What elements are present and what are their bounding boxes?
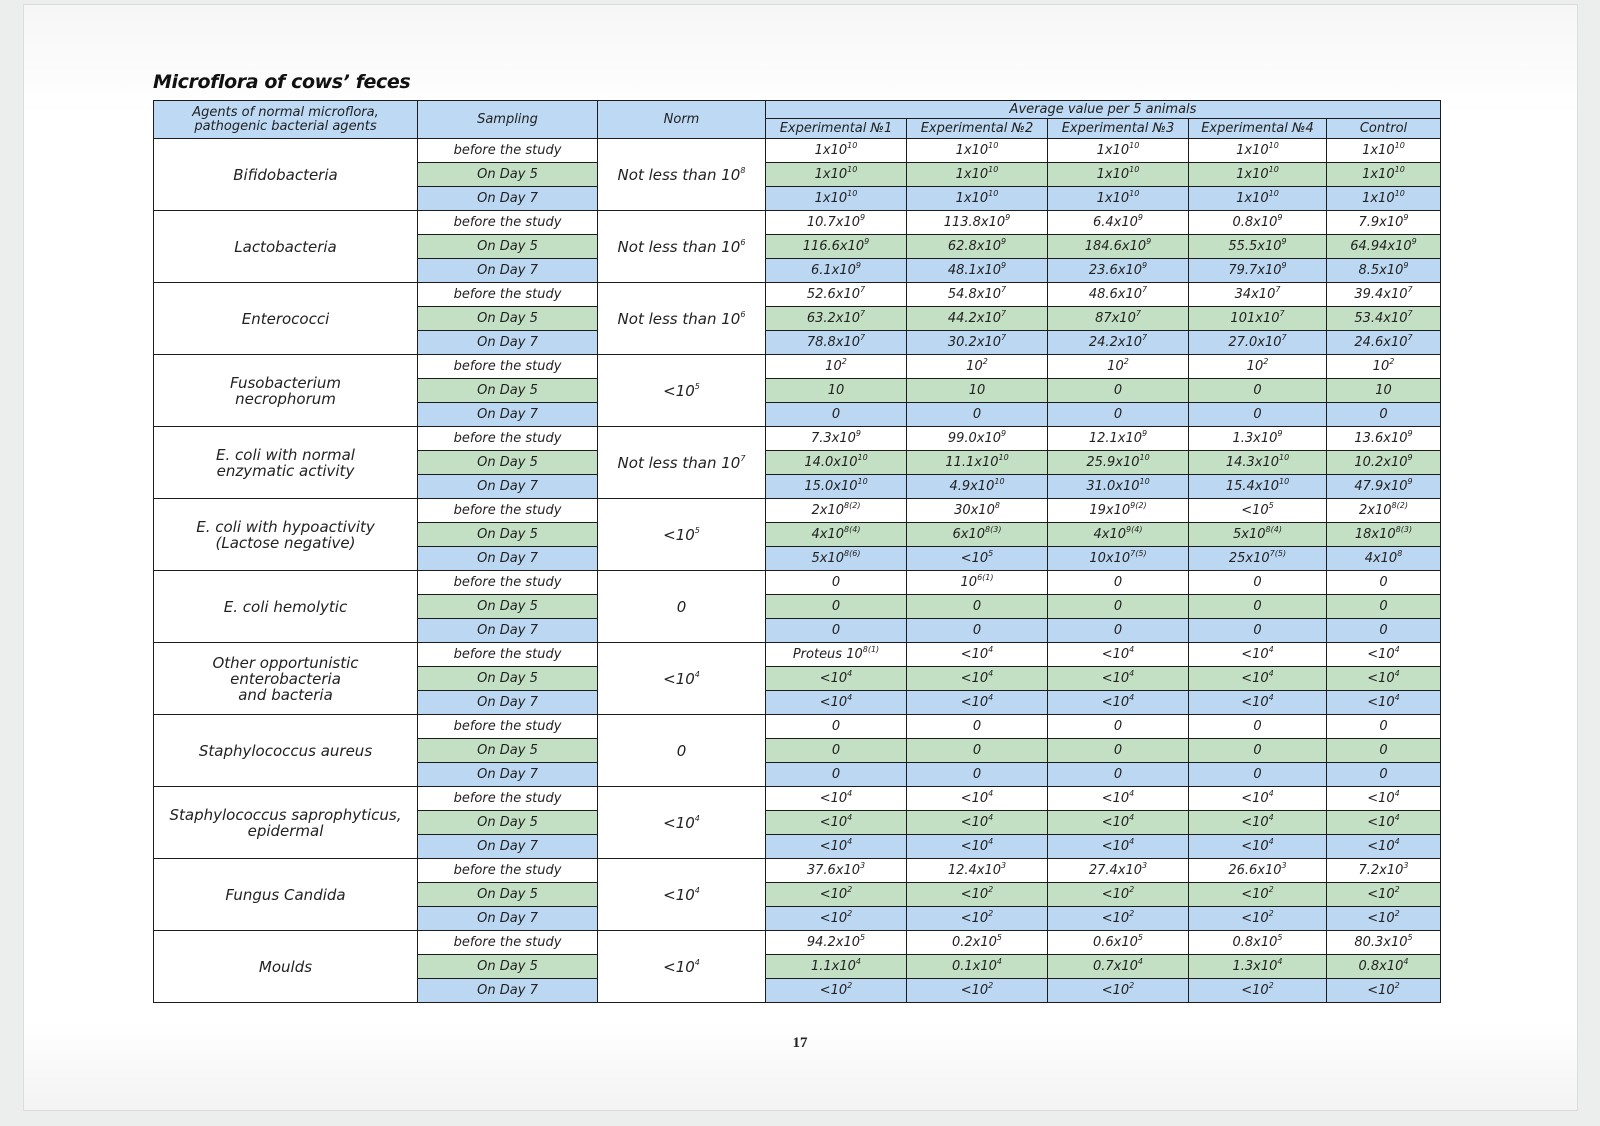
sampling-cell: On Day 5 xyxy=(418,739,598,763)
value-cell: 0 xyxy=(907,763,1048,787)
sampling-cell: On Day 7 xyxy=(418,763,598,787)
norm-cell: Not less than $10^6$ xyxy=(598,211,766,283)
value-cell: $1x10^{10}$ xyxy=(1048,187,1189,211)
value-cell: 10 xyxy=(766,379,907,403)
value-cell: $11.1x10^{10}$ xyxy=(907,451,1048,475)
value-cell: $37.6x10^3$ xyxy=(766,859,907,883)
value-cell: $25.9x10^{10}$ xyxy=(1048,451,1189,475)
value-cell: $<10^4$ xyxy=(1327,787,1441,811)
value-cell: $<10^4$ xyxy=(1189,811,1327,835)
value-cell: $0.8x10^5$ xyxy=(1189,931,1327,955)
agent-name: Staphylococcus aureus xyxy=(154,715,418,787)
sampling-cell: On Day 7 xyxy=(418,331,598,355)
value-cell: 0 xyxy=(907,739,1048,763)
value-cell: $<10^4$ xyxy=(766,835,907,859)
agent-name: Moulds xyxy=(154,931,418,1003)
sampling-cell: On Day 5 xyxy=(418,523,598,547)
value-cell: $39.4x10^7$ xyxy=(1327,283,1441,307)
value-cell: $116.6x10^9$ xyxy=(766,235,907,259)
sampling-cell: On Day 7 xyxy=(418,259,598,283)
value-cell: 0 xyxy=(1048,379,1189,403)
value-cell: $10^2$ xyxy=(1189,355,1327,379)
value-cell: $1x10^{10}$ xyxy=(766,163,907,187)
value-cell: $13.6x10^9$ xyxy=(1327,427,1441,451)
value-cell: $15.4x10^{10}$ xyxy=(1189,475,1327,499)
value-cell: $80.3x10^5$ xyxy=(1327,931,1441,955)
value-cell: $1.3x10^9$ xyxy=(1189,427,1327,451)
value-cell: $<10^4$ xyxy=(1048,691,1189,715)
value-cell: $64.94x10^9$ xyxy=(1327,235,1441,259)
value-cell: $7.2x10^3$ xyxy=(1327,859,1441,883)
value-cell: $63.2x10^7$ xyxy=(766,307,907,331)
value-cell: $<10^2$ xyxy=(1048,883,1189,907)
value-cell: $1x10^{10}$ xyxy=(766,187,907,211)
value-cell: 0 xyxy=(766,715,907,739)
sampling-cell: before the study xyxy=(418,355,598,379)
table-row xyxy=(154,283,1441,307)
value-cell: 10 xyxy=(907,379,1048,403)
sampling-cell: before the study xyxy=(418,427,598,451)
agent-name: Fusobacterium necrophorum xyxy=(154,355,418,427)
value-cell: 0 xyxy=(766,595,907,619)
value-cell: 0 xyxy=(1327,715,1441,739)
value-cell: $7.3x10^9$ xyxy=(766,427,907,451)
agent-name: Bifidobacteria xyxy=(154,139,418,211)
value-cell: $<10^4$ xyxy=(907,787,1048,811)
value-cell: $15.0x10^{10}$ xyxy=(766,475,907,499)
value-cell: $27.4x10^3$ xyxy=(1048,859,1189,883)
value-cell: $<10^2$ xyxy=(766,883,907,907)
value-cell: $79.7x10^9$ xyxy=(1189,259,1327,283)
value-cell: 0 xyxy=(1189,403,1327,427)
value-cell: $0.7x10^4$ xyxy=(1048,955,1189,979)
microflora-table xyxy=(153,100,1441,1003)
norm-cell: $<10^5$ xyxy=(598,355,766,427)
value-cell: $12.4x10^3$ xyxy=(907,859,1048,883)
value-cell: $54.8x10^7$ xyxy=(907,283,1048,307)
value-cell: $30.2x10^7$ xyxy=(907,331,1048,355)
header-group: Control xyxy=(1327,119,1441,139)
norm-cell: Not less than $10^8$ xyxy=(598,139,766,211)
value-cell: 0 xyxy=(1189,715,1327,739)
agent-name: E. coli hemolytic xyxy=(154,571,418,643)
value-cell: 0 xyxy=(766,571,907,595)
table-row xyxy=(154,571,1441,595)
sampling-cell: On Day 5 xyxy=(418,307,598,331)
value-cell: $5x10^{8(6)}$ xyxy=(766,547,907,571)
table-row xyxy=(154,355,1441,379)
sampling-cell: On Day 7 xyxy=(418,835,598,859)
value-cell: $<10^4$ xyxy=(1327,835,1441,859)
value-cell: $1x10^{10}$ xyxy=(1327,187,1441,211)
value-cell: 0 xyxy=(907,403,1048,427)
value-cell: $<10^4$ xyxy=(1327,643,1441,667)
value-cell: $7.9x10^9$ xyxy=(1327,211,1441,235)
value-cell: 0 xyxy=(1189,379,1327,403)
sampling-cell: On Day 5 xyxy=(418,235,598,259)
value-cell: $<10^4$ xyxy=(1048,811,1189,835)
value-cell: $1x10^{10}$ xyxy=(1189,139,1327,163)
value-cell: $18x10^{8(3)}$ xyxy=(1327,523,1441,547)
norm-cell: 0 xyxy=(598,715,766,787)
table-title: Microflora of cows’ feces xyxy=(153,71,411,93)
sampling-cell: before the study xyxy=(418,787,598,811)
sampling-cell: On Day 7 xyxy=(418,547,598,571)
value-cell: $1x10^{10}$ xyxy=(907,139,1048,163)
value-cell: $<10^4$ xyxy=(1048,643,1189,667)
value-cell: $31.0x10^{10}$ xyxy=(1048,475,1189,499)
value-cell: $<10^4$ xyxy=(1048,667,1189,691)
value-cell: 0 xyxy=(907,619,1048,643)
value-cell: $26.6x10^3$ xyxy=(1189,859,1327,883)
value-cell: $<10^5$ xyxy=(907,547,1048,571)
table-row xyxy=(154,499,1441,523)
sampling-cell: before the study xyxy=(418,643,598,667)
value-cell: 0 xyxy=(1048,595,1189,619)
value-cell: $<10^4$ xyxy=(1327,691,1441,715)
value-cell: $53.4x10^7$ xyxy=(1327,307,1441,331)
value-cell: $6.1x10^9$ xyxy=(766,259,907,283)
value-cell: $<10^2$ xyxy=(1048,979,1189,1003)
value-cell: 0 xyxy=(907,595,1048,619)
value-cell: 0 xyxy=(1327,403,1441,427)
value-cell: $<10^4$ xyxy=(907,835,1048,859)
value-cell: $1x10^{10}$ xyxy=(1327,163,1441,187)
norm-cell: Not less than $10^6$ xyxy=(598,283,766,355)
value-cell: $12.1x10^9$ xyxy=(1048,427,1189,451)
sampling-cell: On Day 7 xyxy=(418,979,598,1003)
header-norm: Norm xyxy=(598,101,766,139)
value-cell: 10 xyxy=(1327,379,1441,403)
value-cell: $<10^2$ xyxy=(907,979,1048,1003)
table-row xyxy=(154,931,1441,955)
value-cell: $<10^4$ xyxy=(1189,835,1327,859)
value-cell: $184.6x10^9$ xyxy=(1048,235,1189,259)
value-cell: $0.8x10^9$ xyxy=(1189,211,1327,235)
value-cell: $1.1x10^4$ xyxy=(766,955,907,979)
value-cell: $<10^4$ xyxy=(1189,787,1327,811)
agent-name: Other opportunistic enterobacteria and bacteria xyxy=(154,643,418,715)
sampling-cell: On Day 7 xyxy=(418,691,598,715)
value-cell: $10^2$ xyxy=(907,355,1048,379)
value-cell: $24.2x10^7$ xyxy=(1048,331,1189,355)
value-cell: $<10^4$ xyxy=(907,811,1048,835)
value-cell: $48.1x10^9$ xyxy=(907,259,1048,283)
sampling-cell: On Day 5 xyxy=(418,955,598,979)
value-cell: $<10^4$ xyxy=(766,811,907,835)
norm-cell: $<10^4$ xyxy=(598,787,766,859)
sampling-cell: before the study xyxy=(418,211,598,235)
table-row xyxy=(154,211,1441,235)
value-cell: $99.0x10^9$ xyxy=(907,427,1048,451)
table-body xyxy=(154,139,1441,1003)
value-cell: $<10^4$ xyxy=(1048,835,1189,859)
value-cell: $<10^4$ xyxy=(1327,667,1441,691)
value-cell: $0.2x10^5$ xyxy=(907,931,1048,955)
sampling-cell: On Day 5 xyxy=(418,883,598,907)
sampling-cell: On Day 5 xyxy=(418,595,598,619)
value-cell: 0 xyxy=(766,739,907,763)
value-cell: 0 xyxy=(1048,571,1189,595)
header-group: Experimental №2 xyxy=(907,119,1048,139)
norm-cell: Not less than $10^7$ xyxy=(598,427,766,499)
value-cell: $10x10^{7(5)}$ xyxy=(1048,547,1189,571)
value-cell: $48.6x10^7$ xyxy=(1048,283,1189,307)
value-cell: $<10^4$ xyxy=(1189,667,1327,691)
value-cell: $<10^5$ xyxy=(1189,499,1327,523)
value-cell: $8.5x10^9$ xyxy=(1327,259,1441,283)
value-cell: $62.8x10^9$ xyxy=(907,235,1048,259)
value-cell: $25x10^{7(5)}$ xyxy=(1189,547,1327,571)
header-group: Experimental №1 xyxy=(766,119,907,139)
value-cell: $30x10^8$ xyxy=(907,499,1048,523)
value-cell: $1.3x10^4$ xyxy=(1189,955,1327,979)
sampling-cell: before the study xyxy=(418,931,598,955)
norm-cell: $<10^4$ xyxy=(598,859,766,931)
table-row xyxy=(154,787,1441,811)
value-cell: $4x10^{9(4)}$ xyxy=(1048,523,1189,547)
value-cell: $10^2$ xyxy=(766,355,907,379)
value-cell: 0 xyxy=(1048,763,1189,787)
header-group: Experimental №4 xyxy=(1189,119,1327,139)
value-cell: $19x10^{9(2)}$ xyxy=(1048,499,1189,523)
value-cell: $<10^4$ xyxy=(907,691,1048,715)
value-cell: $4x10^{8(4)}$ xyxy=(766,523,907,547)
value-cell: $<10^4$ xyxy=(907,643,1048,667)
norm-cell: $<10^4$ xyxy=(598,643,766,715)
value-cell: 0 xyxy=(1189,763,1327,787)
value-cell: 0 xyxy=(1048,739,1189,763)
value-cell: $10.7x10^9$ xyxy=(766,211,907,235)
table-row xyxy=(154,643,1441,667)
value-cell: $1x10^{10}$ xyxy=(1327,139,1441,163)
value-cell: $47.9x10^9$ xyxy=(1327,475,1441,499)
value-cell: $<10^2$ xyxy=(766,907,907,931)
value-cell: $<10^2$ xyxy=(1189,907,1327,931)
value-cell: $2x10^{8(2)}$ xyxy=(766,499,907,523)
value-cell: $5x10^{8(4)}$ xyxy=(1189,523,1327,547)
table-row xyxy=(154,139,1441,163)
value-cell: $<10^2$ xyxy=(1327,883,1441,907)
value-cell: $1x10^{10}$ xyxy=(907,187,1048,211)
value-cell: $<10^4$ xyxy=(1189,643,1327,667)
value-cell: 0 xyxy=(766,763,907,787)
sampling-cell: On Day 7 xyxy=(418,403,598,427)
value-cell: $34x10^7$ xyxy=(1189,283,1327,307)
page-number: 17 xyxy=(792,1035,808,1051)
sampling-cell: before the study xyxy=(418,283,598,307)
value-cell: $78.8x10^7$ xyxy=(766,331,907,355)
value-cell: $14.3x10^{10}$ xyxy=(1189,451,1327,475)
sampling-cell: On Day 7 xyxy=(418,475,598,499)
value-cell: 0 xyxy=(1327,739,1441,763)
value-cell: 0 xyxy=(1189,571,1327,595)
value-cell: $6.4x10^9$ xyxy=(1048,211,1189,235)
header-group: Experimental №3 xyxy=(1048,119,1189,139)
value-cell: $0.1x10^4$ xyxy=(907,955,1048,979)
value-cell: $<10^4$ xyxy=(766,691,907,715)
value-cell: $1x10^{10}$ xyxy=(1189,163,1327,187)
value-cell: 0 xyxy=(1048,403,1189,427)
value-cell: $<10^4$ xyxy=(1048,787,1189,811)
value-cell: $52.6x10^7$ xyxy=(766,283,907,307)
header-sampling: Sampling xyxy=(418,101,598,139)
sampling-cell: before the study xyxy=(418,715,598,739)
value-cell: Proteus $10^{8(1)}$ xyxy=(766,643,907,667)
value-cell: 0 xyxy=(1189,739,1327,763)
value-cell: $87x10^7$ xyxy=(1048,307,1189,331)
value-cell: 0 xyxy=(1327,619,1441,643)
sampling-cell: On Day 7 xyxy=(418,187,598,211)
value-cell: $10.2x10^9$ xyxy=(1327,451,1441,475)
sampling-cell: before the study xyxy=(418,859,598,883)
value-cell: $44.2x10^7$ xyxy=(907,307,1048,331)
sampling-cell: On Day 5 xyxy=(418,163,598,187)
sampling-cell: On Day 5 xyxy=(418,667,598,691)
value-cell: 0 xyxy=(1048,619,1189,643)
value-cell: $4.9x10^{10}$ xyxy=(907,475,1048,499)
value-cell: $<10^2$ xyxy=(907,883,1048,907)
norm-cell: $<10^4$ xyxy=(598,931,766,1003)
value-cell: 0 xyxy=(1189,619,1327,643)
value-cell: $<10^4$ xyxy=(1327,811,1441,835)
agent-name: E. coli with hypoactivity (Lactose negative) xyxy=(154,499,418,571)
value-cell: $<10^2$ xyxy=(1189,979,1327,1003)
value-cell: $<10^2$ xyxy=(1189,883,1327,907)
agent-name: Lactobacteria xyxy=(154,211,418,283)
value-cell: $27.0x10^7$ xyxy=(1189,331,1327,355)
value-cell: $6x10^{8(3)}$ xyxy=(907,523,1048,547)
value-cell: $10^2$ xyxy=(1327,355,1441,379)
agent-name: E. coli with normal enzymatic activity xyxy=(154,427,418,499)
value-cell: $<10^4$ xyxy=(766,667,907,691)
value-cell: $<10^4$ xyxy=(907,667,1048,691)
value-cell: $<10^4$ xyxy=(1189,691,1327,715)
header-average: Average value per 5 animals xyxy=(766,101,1441,119)
value-cell: 0 xyxy=(1327,595,1441,619)
sampling-cell: On Day 5 xyxy=(418,811,598,835)
header-agents: Agents of normal microflora, pathogenic bacterial agents xyxy=(154,101,418,139)
value-cell: $0.8x10^4$ xyxy=(1327,955,1441,979)
value-cell: $0.6x10^5$ xyxy=(1048,931,1189,955)
value-cell: $14.0x10^{10}$ xyxy=(766,451,907,475)
table-row xyxy=(154,715,1441,739)
value-cell: $<10^2$ xyxy=(1327,979,1441,1003)
agent-name: Staphylococcus saprophyticus, epidermal xyxy=(154,787,418,859)
value-cell: $<10^2$ xyxy=(766,979,907,1003)
value-cell: $10^{6(1)}$ xyxy=(907,571,1048,595)
value-cell: $<10^2$ xyxy=(907,907,1048,931)
value-cell: $2x10^{8(2)}$ xyxy=(1327,499,1441,523)
value-cell: $1x10^{10}$ xyxy=(1048,139,1189,163)
table-row xyxy=(154,427,1441,451)
value-cell: 0 xyxy=(766,619,907,643)
value-cell: $94.2x10^5$ xyxy=(766,931,907,955)
sampling-cell: before the study xyxy=(418,499,598,523)
value-cell: 0 xyxy=(766,403,907,427)
value-cell: $4x10^8$ xyxy=(1327,547,1441,571)
sampling-cell: On Day 7 xyxy=(418,619,598,643)
value-cell: $23.6x10^9$ xyxy=(1048,259,1189,283)
table-row xyxy=(154,859,1441,883)
value-cell: $101x10^7$ xyxy=(1189,307,1327,331)
value-cell: $113.8x10^9$ xyxy=(907,211,1048,235)
sampling-cell: On Day 5 xyxy=(418,451,598,475)
norm-cell: $<10^5$ xyxy=(598,499,766,571)
sampling-cell: On Day 5 xyxy=(418,379,598,403)
value-cell: $24.6x10^7$ xyxy=(1327,331,1441,355)
value-cell: $1x10^{10}$ xyxy=(1048,163,1189,187)
value-cell: 0 xyxy=(1327,763,1441,787)
value-cell: $1x10^{10}$ xyxy=(766,139,907,163)
value-cell: $<10^2$ xyxy=(1327,907,1441,931)
value-cell: $1x10^{10}$ xyxy=(1189,187,1327,211)
value-cell: 0 xyxy=(1189,595,1327,619)
agent-name: Enterococci xyxy=(154,283,418,355)
sampling-cell: before the study xyxy=(418,139,598,163)
value-cell: 0 xyxy=(907,715,1048,739)
sampling-cell: before the study xyxy=(418,571,598,595)
agent-name: Fungus Candida xyxy=(154,859,418,931)
value-cell: 0 xyxy=(1048,715,1189,739)
value-cell: $<10^4$ xyxy=(766,787,907,811)
value-cell: $10^2$ xyxy=(1048,355,1189,379)
value-cell: $1x10^{10}$ xyxy=(907,163,1048,187)
norm-cell: 0 xyxy=(598,571,766,643)
value-cell: $<10^2$ xyxy=(1048,907,1189,931)
value-cell: $55.5x10^9$ xyxy=(1189,235,1327,259)
value-cell: 0 xyxy=(1327,571,1441,595)
sampling-cell: On Day 7 xyxy=(418,907,598,931)
